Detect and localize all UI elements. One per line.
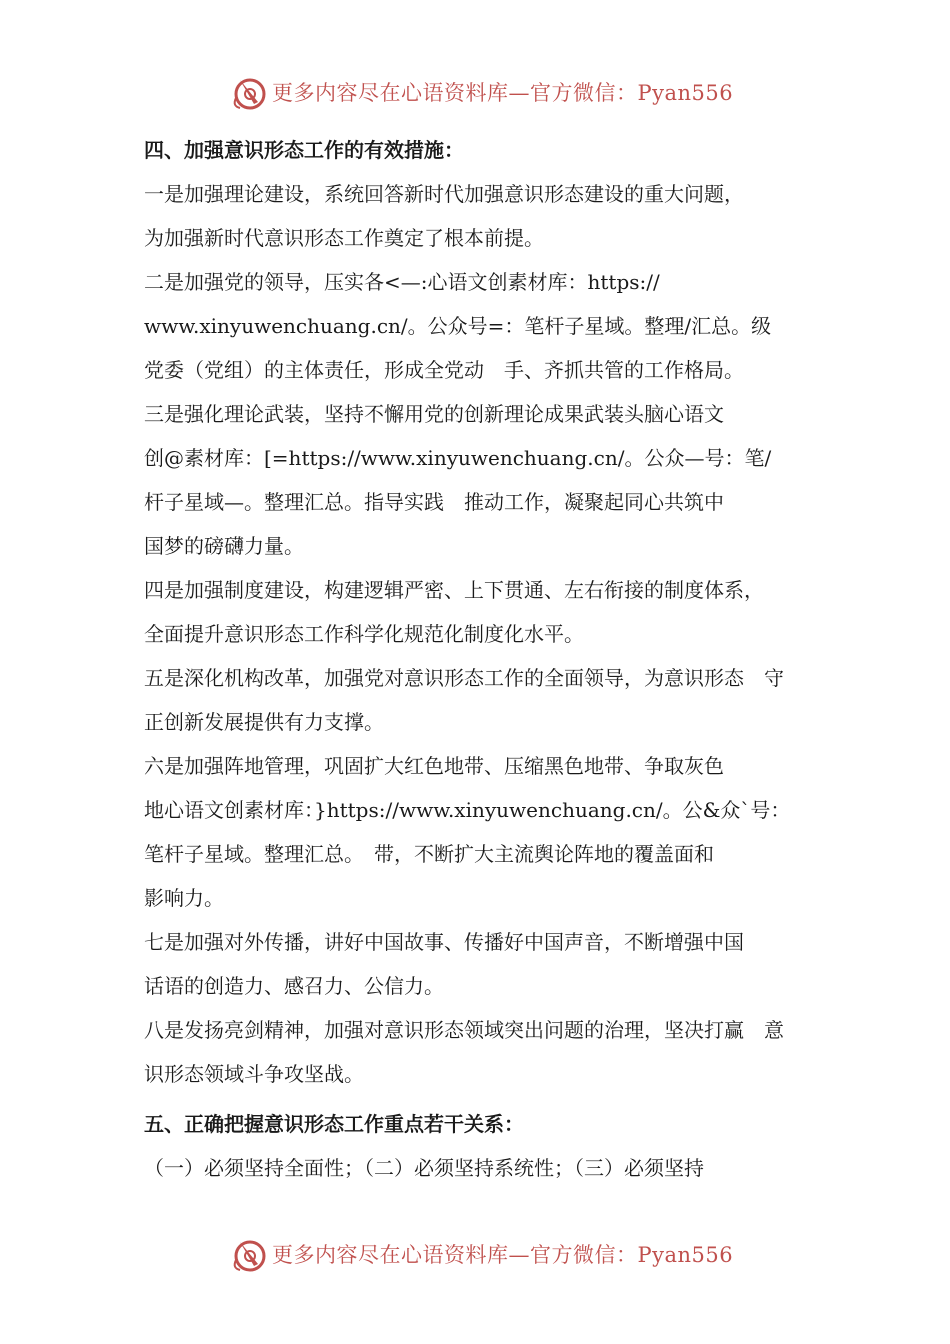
section-heading-5: 五、正确把握意识形态工作重点若干关系：: [144, 1112, 524, 1136]
text-line: 影响力。: [144, 886, 224, 910]
footer-banner: [0, 1232, 950, 1276]
banner-text: 更多内容尽在心语资料库—官方微信：Pyan556: [272, 81, 734, 105]
text-line: 杆子星域—。整理汇总。指导实践 推动工作，凝聚起同心共筑中: [144, 490, 724, 514]
text-line: 党委（党组）的主体责任，形成全党动 手、齐抓共管的工作格局。: [144, 358, 744, 382]
text-line: 创@素材库：[=https://www.xinyuwenchuang.cn/。公众—号：笔/: [144, 446, 772, 470]
pen-circle-logo-icon: [230, 1234, 270, 1274]
text-line: 四是加强制度建设，构建逻辑严密、上下贯通、左右衔接的制度体系，: [144, 578, 764, 602]
text-line: 五是深化机构改革，加强党对意识形态工作的全面领导，为意识形态 守: [144, 666, 784, 690]
text-line: （一）必须坚持全面性；（二）必须坚持系统性；（三）必须坚持: [144, 1156, 704, 1180]
text-line: 国梦的磅礴力量。: [144, 534, 304, 558]
pen-circle-logo-icon: [230, 72, 270, 112]
text-line: 八是发扬亮剑精神，加强对意识形态领域突出问题的治理，坚决打赢 意: [144, 1018, 784, 1042]
section-heading-4: 四、加强意识形态工作的有效措施：: [144, 138, 464, 162]
document-body: [144, 128, 834, 1190]
text-line: 话语的创造力、感召力、公信力。: [144, 974, 444, 998]
text-line: 全面提升意识形态工作科学化规范化制度化水平。: [144, 622, 584, 646]
text-line: 为加强新时代意识形态工作奠定了根本前提。: [144, 226, 544, 250]
text-line: 一是加强理论建设，系统回答新时代加强意识形态建设的重大问题，: [144, 182, 744, 206]
text-line: www.xinyuwenchuang.cn/。公众号=：笔杆子星域。整理/汇总。级: [144, 314, 772, 338]
text-line: 六是加强阵地管理，巩固扩大红色地带、压缩黑色地带、争取灰色: [144, 754, 724, 778]
text-line: 二是加强党的领导，压实各<—:心语文创素材库：https://: [144, 270, 660, 294]
text-line: 三是强化理论武装，坚持不懈用党的创新理论成果武装头脑心语文: [144, 402, 724, 426]
banner-text: 更多内容尽在心语资料库—官方微信：Pyan556: [272, 1243, 734, 1267]
text-line: 七是加强对外传播，讲好中国故事、传播好中国声音，不断增强中国: [144, 930, 744, 954]
text-line: 笔杆子星域。整理汇总。 带，不断扩大主流舆论阵地的覆盖面和: [144, 842, 714, 866]
header-banner: [0, 70, 950, 114]
text-line: 正创新发展提供有力支撑。: [144, 710, 384, 734]
text-line: 地心语文创素材库：}https://www.xinyuwenchuang.cn/。公&众`号：: [144, 798, 791, 822]
text-line: 识形态领域斗争攻坚战。: [144, 1062, 364, 1086]
